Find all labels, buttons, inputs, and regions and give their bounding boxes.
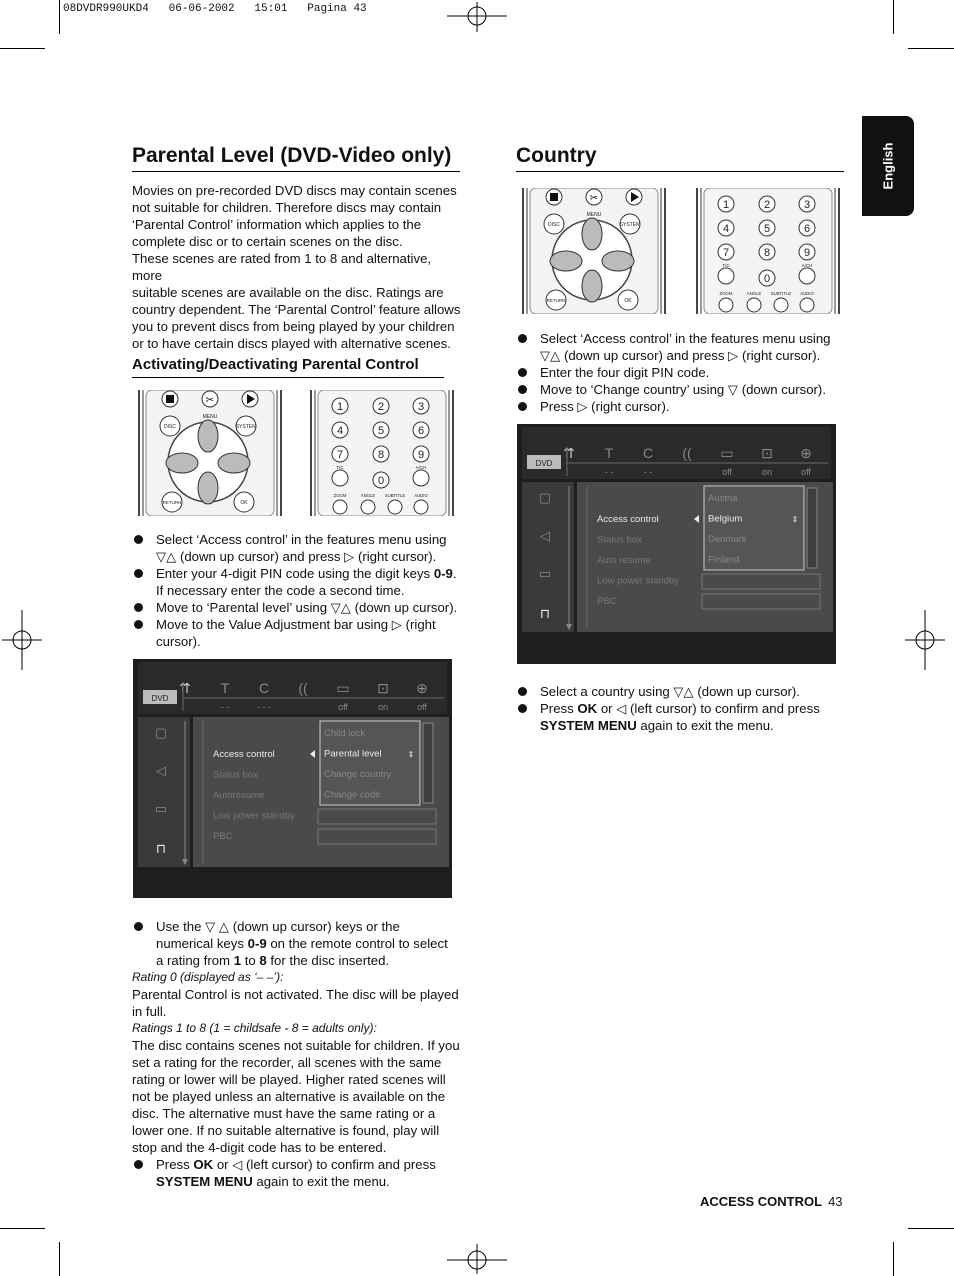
svg-text:▭: ▭ [336,680,350,696]
ratings-line: set a rating for the recorder, all scenes with the same [132,1055,442,1070]
svg-text:▢: ▢ [538,490,552,505]
svg-text:4: 4 [722,223,730,235]
instruction-step [132,616,464,650]
svg-text:Status box: Status box [213,769,258,781]
rating0-label: Rating 0 (displayed as ‘– –’): [132,970,284,984]
instruction-step [516,330,846,364]
svg-text:T: T [604,445,614,461]
registration-mark-left [2,610,42,670]
registration-mark-right [905,610,945,670]
country-title: Country [516,144,844,172]
footer-section: ACCESS CONTROL [700,1194,823,1209]
intro-line: or to have certain discs played with alternative scenes. [132,336,451,351]
step-line: ▽△ (down up cursor) and press ▷ (right cursor). [540,348,821,363]
ratings-line: lower one. If no suitable alternative is found, play will [132,1123,440,1138]
ratings-line: rating or lower will be played. Higher rated scenes will [132,1072,446,1087]
svg-text:OK: OK [240,500,248,506]
svg-text:6: 6 [417,425,425,437]
instruction-step [516,381,846,398]
svg-text:Change code: Change code [324,789,381,801]
svg-text:✂: ✂ [589,193,599,204]
svg-text:RETURN: RETURN [162,500,182,505]
svg-text:OK: OK [624,298,632,304]
svg-text:1: 1 [336,401,344,413]
svg-text:Change country: Change country [324,769,392,780]
step-line: Press OK or ◁ (left cursor) to confirm and press [540,701,820,716]
svg-text:Autoresume: Autoresume [213,790,265,801]
osd-country-menu [517,424,836,664]
intro-line: These scenes are rated from 1 to 8 and alternative, more [132,251,432,283]
step-line: Move to ‘Parental level’ using ▽△ (down up cursor). [156,600,458,615]
instruction-step [132,599,464,616]
svg-text:ANGLE: ANGLE [746,291,762,296]
instruction-step [516,700,846,734]
right-final-steps [516,683,846,734]
svg-text:off: off [417,702,427,712]
remote-keypad-illustration [306,390,458,521]
step-line: ▽△ (down up cursor) and press ▷ (right cursor). [156,549,437,564]
ratings-line: stop and the 4-digit code has to be entered. [132,1140,387,1155]
svg-text:⇕: ⇕ [791,515,799,524]
svg-text:SYSTEM: SYSTEM [235,424,257,430]
step-line: Select ‘Access control’ in the features menu using [156,532,447,547]
svg-text:- -: - - [643,467,653,477]
svg-text:DISC: DISC [164,424,176,430]
svg-text:SYSTEM: SYSTEM [619,222,641,228]
svg-text:◁: ◁ [540,528,550,543]
svg-text:ANGLE: ANGLE [360,493,376,498]
rating0-line: in full. [132,1004,167,1019]
instruction-step [132,918,464,969]
svg-text:MENU: MENU [202,414,218,420]
svg-text:C: C [258,680,270,696]
svg-text:⊡: ⊡ [377,680,389,696]
instruction-step [516,398,846,415]
instruction-step [516,364,846,381]
svg-text:- -: - - [604,467,614,477]
intro-line: you to prevent discs from being played by your children [132,319,455,334]
intro-line: Movies on pre-recorded DVD discs may contain scenes [132,183,457,198]
remote-navigation-illustration-2 [518,188,670,319]
svg-text:1: 1 [722,199,730,211]
svg-text:Child lock: Child lock [324,728,366,739]
svg-text:⊕: ⊕ [416,680,428,696]
intro-line: ‘Parental Control’ information which applies to the [132,217,422,232]
page-number: 43 [828,1194,843,1209]
svg-text:T/C: T/C [722,263,730,268]
svg-text:ZOOM: ZOOM [719,291,733,296]
svg-text:off: off [801,467,811,477]
svg-text:Access control: Access control [213,749,275,760]
svg-text:T/C: T/C [336,465,344,470]
svg-text:DVD: DVD [151,694,169,703]
svg-text:AUDIO: AUDIO [800,291,814,296]
instruction-step [132,1156,464,1190]
activating-subtitle: Activating/Deactivating Parental Control [132,356,444,378]
svg-text:8: 8 [763,247,771,259]
svg-text:5: 5 [377,425,385,437]
language-tab: English [862,116,914,216]
parental-intro [132,182,462,352]
svg-text:PBC: PBC [213,831,233,842]
registration-mark-top [447,0,507,34]
svg-text:RETURN: RETURN [546,298,566,303]
svg-text:Parental level: Parental level [324,748,382,760]
svg-text:DISC: DISC [548,222,560,228]
svg-text:DVD: DVD [535,459,553,468]
svg-text:▭: ▭ [538,566,552,581]
svg-text:Access control: Access control [597,514,659,525]
svg-text:0: 0 [377,475,385,487]
step-line: a rating from 1 to 8 for the disc inserted. [156,953,390,968]
step-line: Press ▷ (right cursor). [540,399,670,414]
svg-text:4: 4 [336,425,344,437]
svg-text:SUBTITLE: SUBTITLE [770,291,792,296]
svg-text:off: off [722,467,732,477]
svg-text:AUDIO: AUDIO [414,493,428,498]
instruction-step [132,565,464,599]
osd-parental-menu [133,659,452,898]
svg-text:⊡: ⊡ [761,445,773,461]
svg-text:⇕: ⇕ [407,750,415,759]
step-line: numerical keys 0-9 on the remote control to select [156,936,448,951]
instruction-step [516,683,846,700]
step-line: Enter your 4-digit PIN code using the digit keys 0-9. [156,566,457,581]
svg-text:3: 3 [417,401,425,413]
svg-text:Austria: Austria [708,493,738,504]
svg-text:A/CH: A/CH [415,465,427,470]
svg-text:◁: ◁ [156,763,166,778]
step-line: Press OK or ◁ (left cursor) to confirm and press [156,1157,436,1172]
svg-text:Denmark: Denmark [708,534,747,545]
intro-line: not suitable for children. Therefore discs may contain [132,200,442,215]
registration-mark-bottom [447,1244,507,1276]
svg-text:C: C [642,445,654,461]
svg-text:Belgium: Belgium [708,513,743,525]
svg-text:⊕: ⊕ [800,445,812,461]
left-bottom-text [132,918,464,1190]
right-steps [516,330,846,415]
remote-keypad-illustration-2 [692,188,844,319]
svg-text:▭: ▭ [720,445,734,461]
step-line: Select a country using ▽△ (down up cursor). [540,684,800,699]
svg-text:2: 2 [377,401,385,413]
step-line: SYSTEM MENU again to exit the menu. [540,718,774,733]
svg-text:Finland: Finland [708,554,740,566]
left-title-block [132,144,460,172]
left-steps [132,531,464,650]
svg-text:A/CH: A/CH [801,263,813,268]
ratings-line: disc. The alternative must have the same rating or a [132,1106,436,1121]
svg-text:2: 2 [763,199,771,211]
ratings-label: Ratings 1 to 8 (1 = childsafe - 8 = adults only): [132,1021,377,1035]
svg-text:- - -: - - - [257,702,271,712]
svg-text:Auto resume: Auto resume [597,555,651,566]
svg-text:0: 0 [763,273,771,285]
svg-text:5: 5 [763,223,771,235]
step-line: SYSTEM MENU again to exit the menu. [156,1174,390,1189]
page-footer [700,1194,843,1209]
svg-text:SUBTITLE: SUBTITLE [384,493,406,498]
svg-text:⇈: ⇈ [563,445,575,461]
step-line: Select ‘Access control’ in the features menu using [540,331,831,346]
svg-text:Status box: Status box [597,534,642,546]
svg-text:off: off [338,702,348,712]
svg-text:- -: - - [220,702,230,712]
svg-text:7: 7 [336,449,344,461]
svg-text:on: on [377,702,389,712]
svg-text:9: 9 [417,449,425,461]
print-header: 08DVDR990UKD4 06-06-2002 15:01 Pagina 43 [63,3,367,15]
step-line: Move to the Value Adjustment bar using ▷ (right [156,617,436,632]
svg-text:ZOOM: ZOOM [333,493,347,498]
step-line: cursor). [156,634,201,649]
intro-line: complete disc or to certain scenes on the disc. [132,234,403,249]
svg-text:T: T [220,680,230,696]
svg-text:▭: ▭ [154,801,168,816]
svg-text:3: 3 [803,199,811,211]
instruction-step [132,531,464,565]
svg-text:▢: ▢ [154,725,168,740]
svg-text:9: 9 [803,247,811,259]
svg-text:8: 8 [377,449,385,461]
remote-navigation-illustration [134,390,286,521]
svg-text:Low power standby: Low power standby [213,810,295,822]
step-line: Move to ‘Change country’ using ▽ (down cursor). [540,382,826,397]
intro-line: country dependent. The ‘Parental Control’ feature allows [132,302,461,317]
subtitle-block [132,356,444,378]
step-line: If necessary enter the code a second time. [156,583,405,598]
svg-text:⇈: ⇈ [179,680,191,696]
ratings-line: not be played unless an alternative is available on the [132,1089,446,1104]
svg-text:Low power standby: Low power standby [597,575,679,587]
step-line: Use the ▽ △ (down up cursor) keys or the [156,919,400,934]
svg-text:((: (( [682,445,692,461]
parental-level-title: Parental Level (DVD-Video only) [132,144,460,172]
svg-text:✂: ✂ [205,395,215,406]
rating0-line: Parental Control is not activated. The disc will be played [132,987,459,1002]
svg-text:⊓: ⊓ [539,606,551,621]
svg-text:((: (( [298,680,308,696]
svg-text:7: 7 [722,247,730,259]
step-line: Enter the four digit PIN code. [540,365,710,380]
svg-text:MENU: MENU [586,212,602,218]
intro-line: suitable scenes are available on the disc. Ratings are [132,285,444,300]
svg-text:⊓: ⊓ [155,841,167,856]
right-title-block [516,144,844,172]
svg-text:PBC: PBC [597,596,617,607]
svg-text:6: 6 [803,223,811,235]
svg-text:on: on [761,467,773,477]
ratings-line: The disc contains scenes not suitable for children. If you [132,1038,460,1053]
